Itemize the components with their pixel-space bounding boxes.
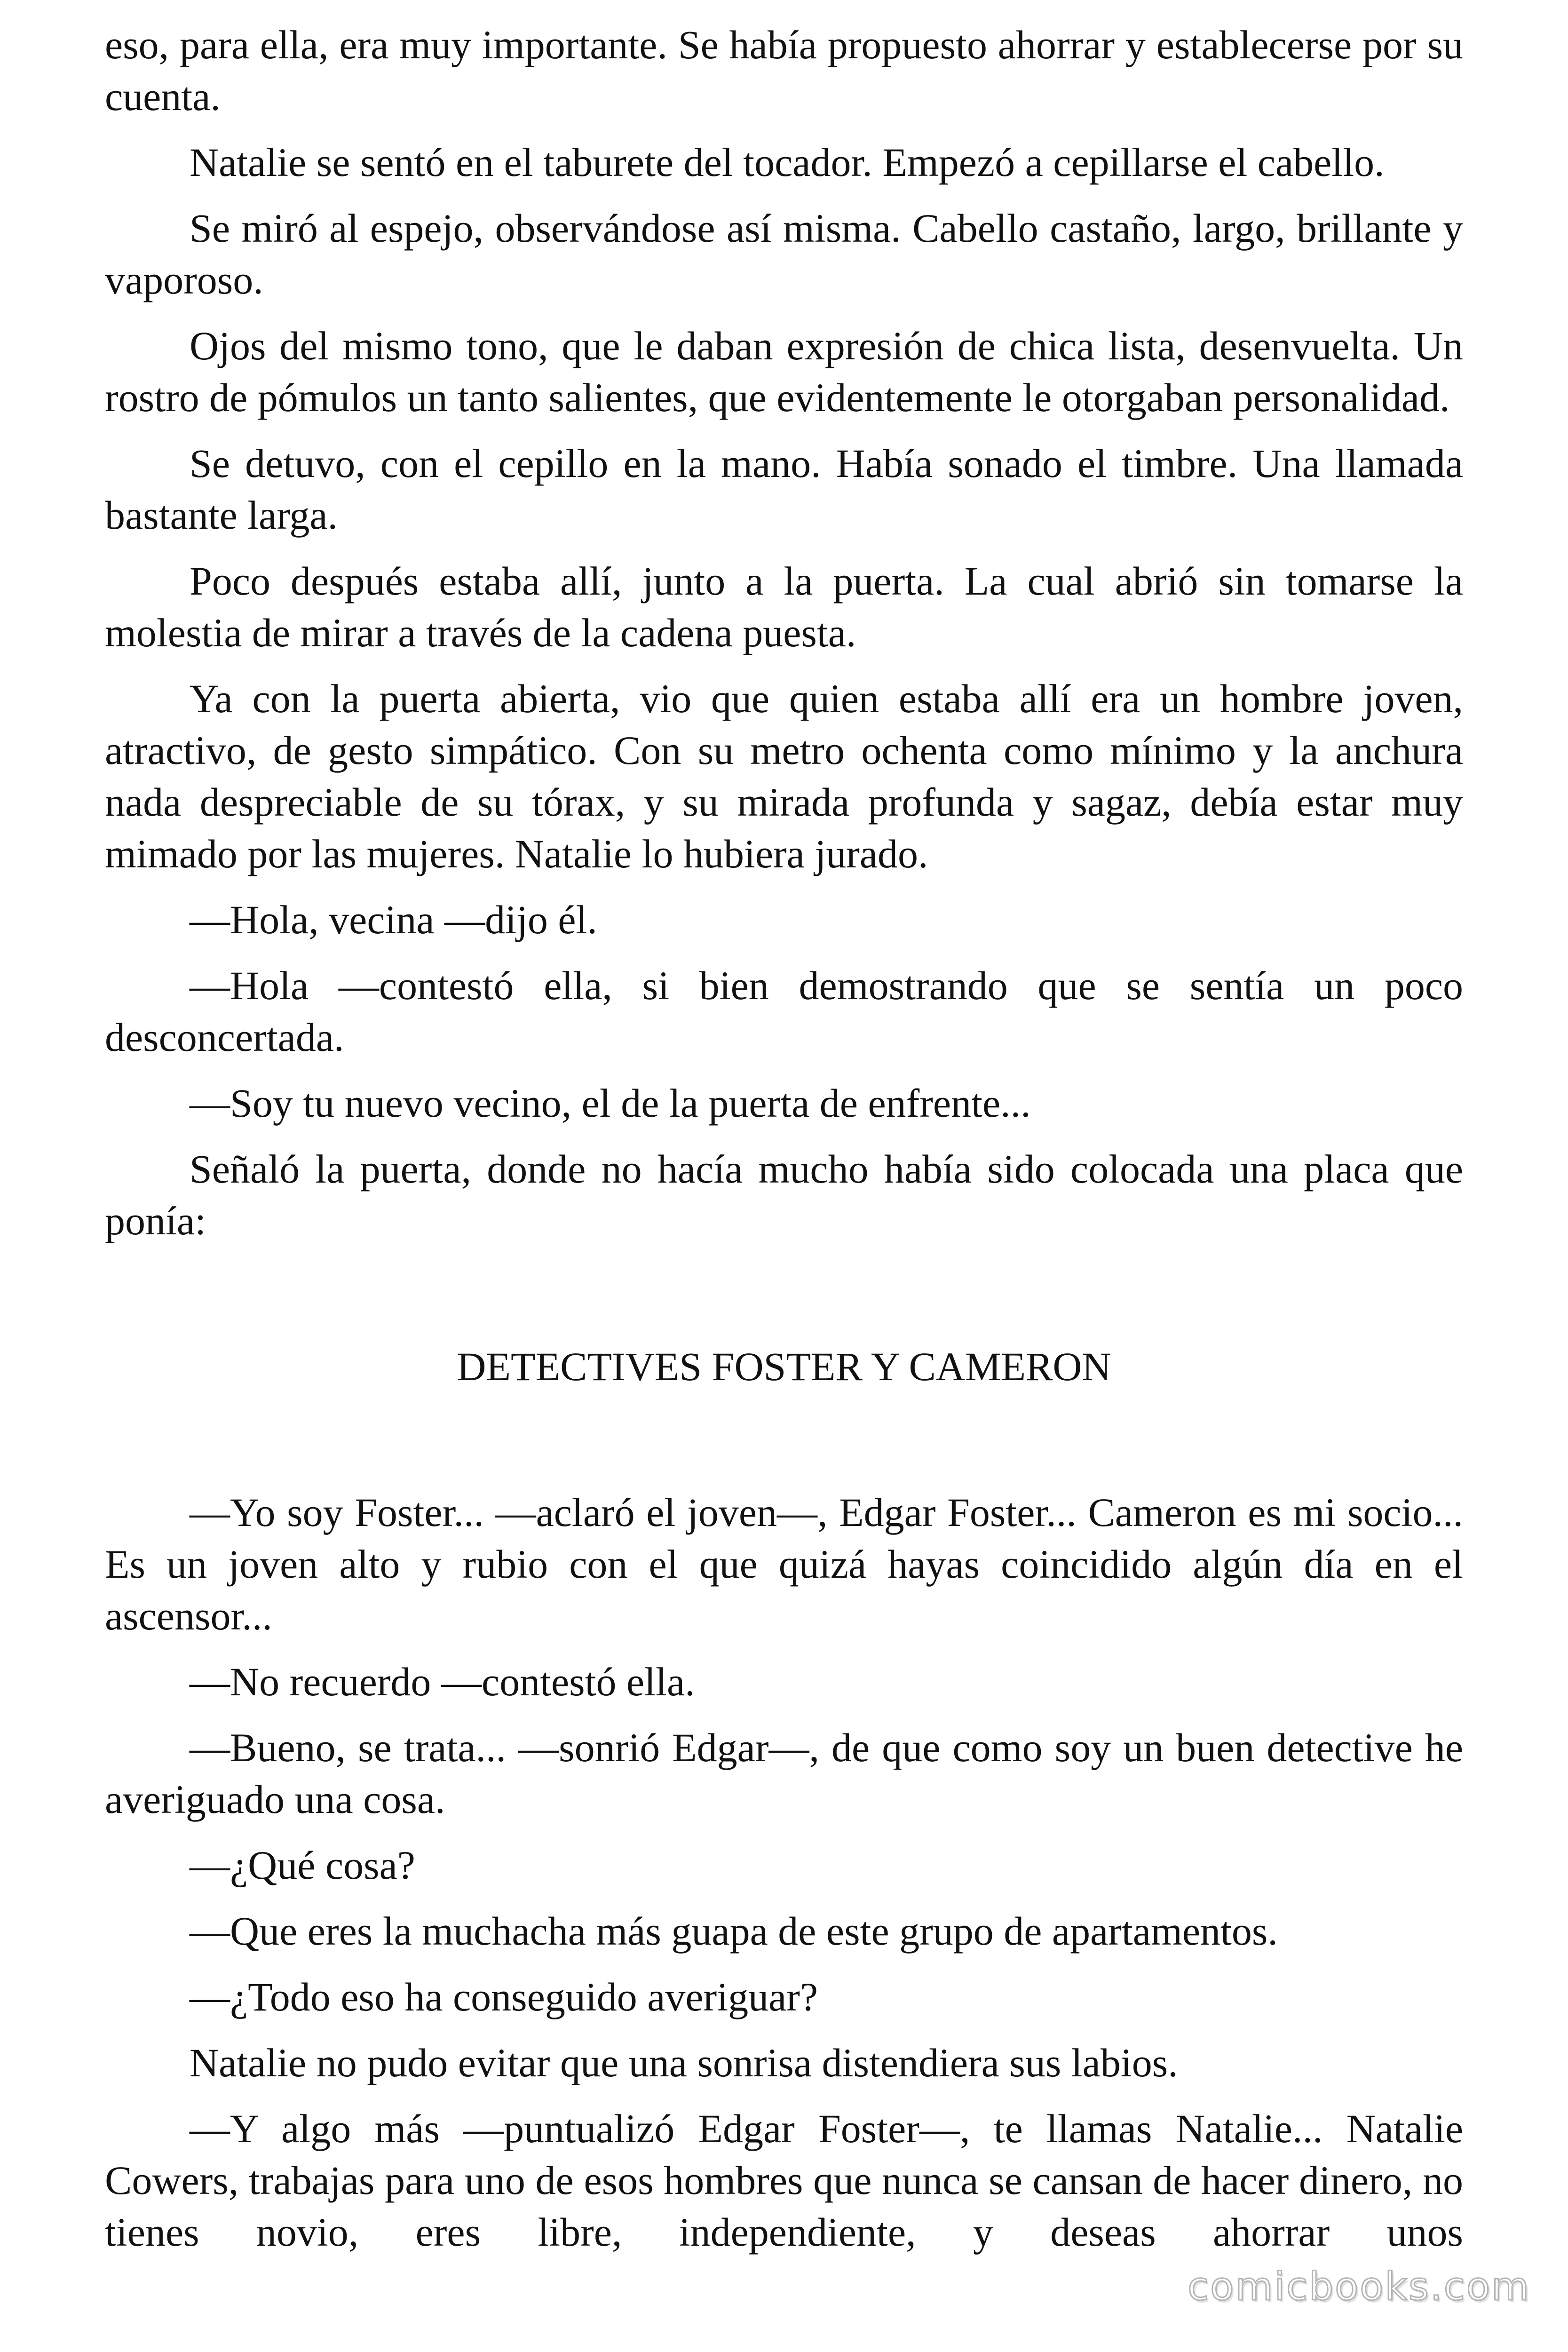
dialogue-line-continued: —Y algo más —puntualizó Edgar Foster—, te llamas Natalie... Natalie Cowers, trabajas para uno de esos hombres que nunca se cansan de hacer dinero, no tienes novio, eres libre, independiente, y deseas ahorrar unos	[105, 2106, 1463, 2255]
dialogue-line: —Que eres la muchacha más guapa de este grupo de apartamentos.	[190, 1908, 1278, 1954]
dialogue-line: —No recuerdo —contestó ella.	[190, 1659, 695, 1704]
dialogue-line: —Soy tu nuevo vecino, el de la puerta de enfrente...	[190, 1081, 1031, 1126]
dialogue-line: —Bueno, se trata... —sonrió Edgar—, de que como soy un buen detective he averiguado una cosa.	[105, 1725, 1463, 1822]
door-plaque-text: DETECTIVES FOSTER Y CAMERON	[457, 1344, 1111, 1389]
paragraph: Se detuvo, con el cepillo en la mano. Había sonado el timbre. Una llamada bastante larga.	[105, 441, 1463, 538]
paragraph: Señaló la puerta, donde no hacía mucho había sido colocada una placa que ponía:	[105, 1146, 1463, 1243]
dialogue-line: —¿Qué cosa?	[190, 1843, 415, 1888]
paragraph: Se miró al espejo, observándose así misma. Cabello castaño, largo, brillante y vaporoso.	[105, 206, 1463, 302]
dialogue-line: —Hola —contestó ella, si bien demostrando que se sentía un poco desconcertada.	[105, 963, 1463, 1060]
paragraph: Poco después estaba allí, junto a la puerta. La cual abrió sin tomarse la molestia de mirar a través de la cadena puesta.	[105, 558, 1463, 655]
watermark-logo: comicbooks.com	[1188, 2265, 1530, 2309]
paragraph: Natalie se sentó en el taburete del tocador. Empezó a cepillarse el cabello.	[190, 140, 1385, 185]
paragraph: Natalie no pudo evitar que una sonrisa distendiera sus labios.	[190, 2040, 1178, 2085]
paragraph: Ojos del mismo tono, que le daban expresión de chica lista, desenvuelta. Un rostro de pómulos un tanto salientes, que evidentemente le otorgaban personalidad.	[105, 323, 1463, 420]
book-page	[105, 19, 1463, 2258]
dialogue-line: —¿Todo eso ha conseguido averiguar?	[190, 1974, 818, 2019]
paragraph: Ya con la puerta abierta, vio que quien estaba allí era un hombre joven, atractivo, de gesto simpático. Con su metro ochenta como mínimo y la anchura nada despreciable de su tórax, y su mirada profunda y sagaz, debía estar muy mimado por las mujeres. Natalie lo hubiera jurado.	[105, 676, 1463, 876]
paragraph-continuation: eso, para ella, era muy importante. Se había propuesto ahorrar y establecerse por su cuenta.	[105, 22, 1463, 119]
dialogue-line: —Hola, vecina —dijo él.	[190, 897, 597, 942]
dialogue-line: —Yo soy Foster... —aclaró el joven—, Edgar Foster... Cameron es mi socio... Es un joven alto y rubio con el que quizá hayas coincidido algún día en el ascensor...	[105, 1490, 1463, 1638]
